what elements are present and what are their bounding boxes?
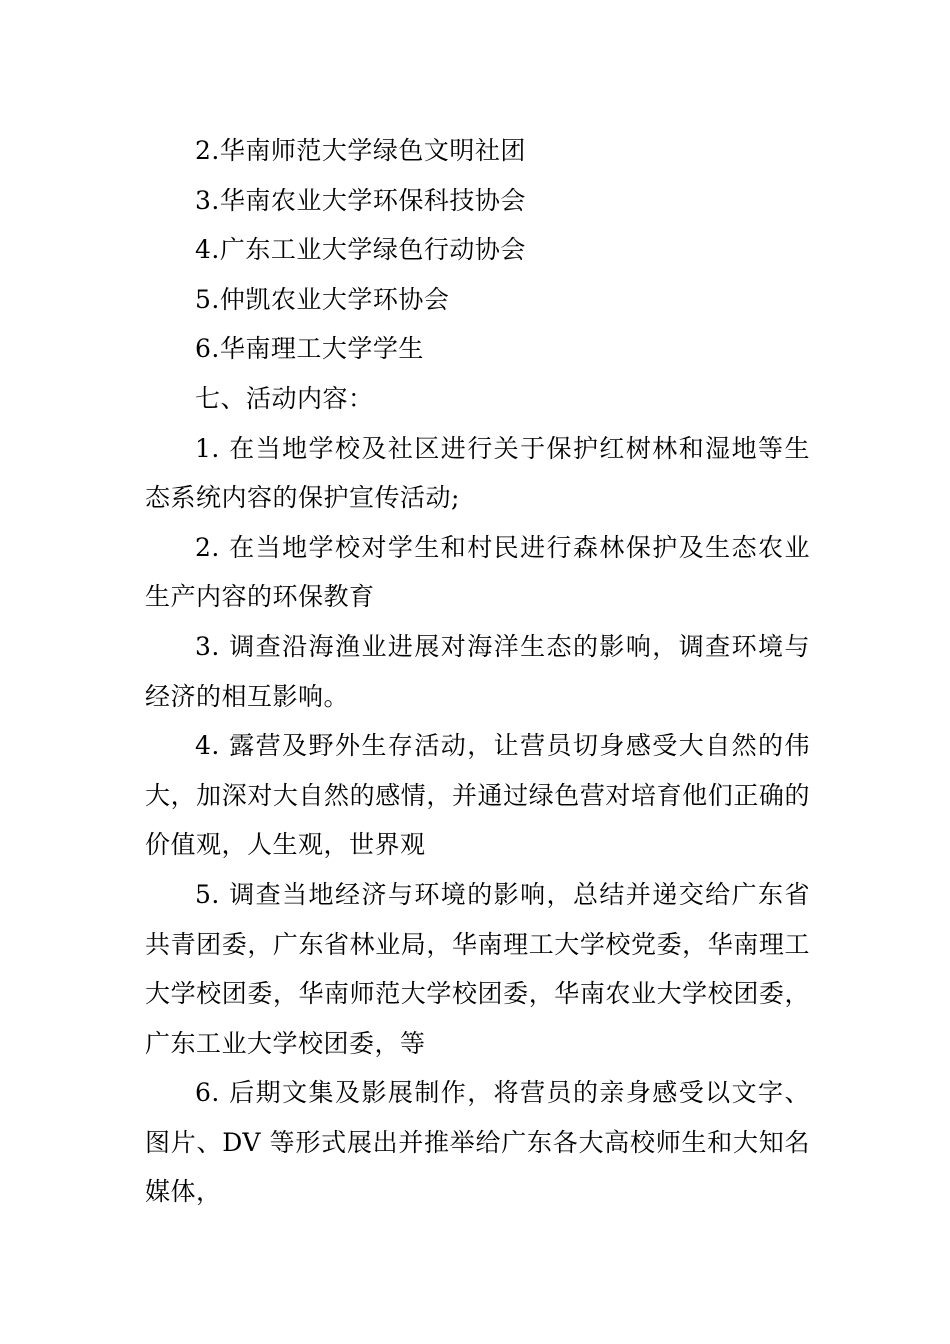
activity-item-5: 5. 调查当地经济与环境的影响，总结并递交给广东省共青团委，广东省林业局，华南理工大学校党委，华南理工大学校团委，华南师范大学校团委，华南农业大学校团委，广东工业大学校团委，等: [145, 879, 810, 1058]
activity-item-2: 2. 在当地学校对学生和村民进行森林保护及生态农业生产内容的环保教育: [145, 532, 810, 612]
activity-item-3: 3. 调查沿海渔业进展对海洋生态的影响，调查环境与经济的相互影响。: [145, 631, 810, 711]
org-item-5: 5.仲凯农业大学环协会: [195, 284, 450, 314]
org-item-2: 2.华南师范大学绿色文明社团: [195, 136, 526, 165]
section-heading: 七、活动内容：: [195, 383, 374, 413]
org-item-6: 6.华南理工大学学生: [195, 334, 424, 364]
activity-item-6: 6. 后期文集及影展制作，将营员的亲身感受以文字、图片、DV 等形式展出并推举给广东各大高校师生和大知名媒体，: [145, 1078, 810, 1207]
activity-item-1: 1. 在当地学校及社区进行关于保护红树林和湿地等生态系统内容的保护宣传活动;: [145, 433, 810, 513]
org-item-4: 4.广东工业大学绿色行动协会: [195, 235, 526, 265]
activity-item-4: 4. 露营及野外生存活动，让营员切身感受大自然的伟大，加深对大自然的感情，并通过绿色营对培育他们正确的价值观，人生观，世界观: [145, 731, 810, 860]
document-body: [145, 126, 810, 1217]
org-item-3: 3.华南农业大学环保科技协会: [195, 185, 526, 215]
